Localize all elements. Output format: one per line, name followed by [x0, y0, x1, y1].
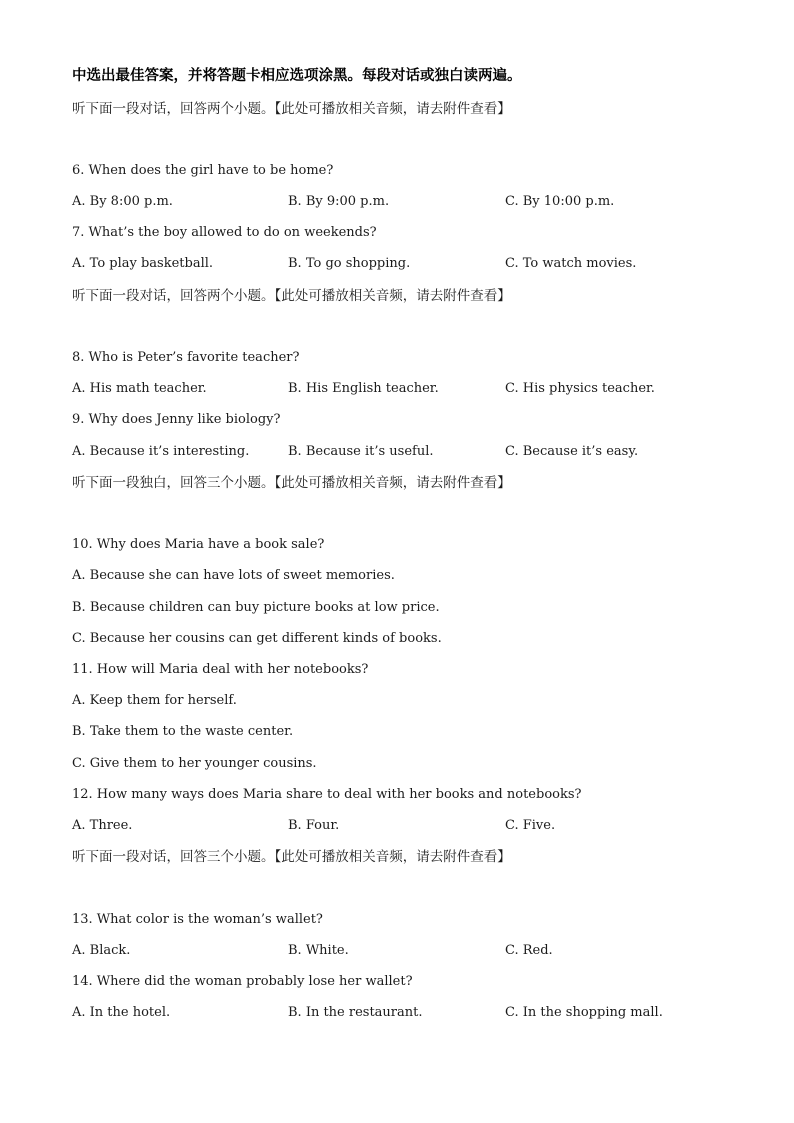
option-a: A. Because it’s interesting. [72, 444, 250, 459]
option-b: B. In the restaurant. [288, 1005, 423, 1020]
option-c: C. His physics teacher. [505, 381, 655, 396]
question-12-options [0, 818, 794, 834]
question-9-options [0, 444, 794, 460]
question-7-options [0, 256, 794, 272]
option-a: A. Three. [72, 818, 133, 833]
option-b: B. Four. [288, 818, 340, 833]
question-7: 7. What’s the boy allowed to do on weekends? [72, 225, 377, 240]
question-6-options [0, 194, 794, 210]
option-a: A. In the hotel. [72, 1005, 171, 1020]
question-14: 14. Where did the woman probably lose her wallet? [72, 974, 413, 989]
question-10: 10. Why does Maria have a book sale? [72, 537, 325, 552]
option-b: B. Because it’s useful. [288, 444, 434, 459]
option-b: B. By 9:00 p.m. [288, 194, 390, 209]
question-8: 8. Who is Peter’s favorite teacher? [72, 350, 300, 365]
option-a: A. Keep them for herself. [72, 693, 237, 708]
question-11: 11. How will Maria deal with her notebooks? [72, 662, 369, 677]
option-b: B. His English teacher. [288, 381, 439, 396]
section-label-3: 听下面一段独白，回答三个小题。【此处可播放相关音频，请去附件查看】 [72, 475, 511, 491]
question-8-options [0, 381, 794, 397]
section-label-4: 听下面一段对话，回答三个小题。【此处可播放相关音频，请去附件查看】 [72, 849, 511, 865]
section-label-2: 听下面一段对话，回答两个小题。【此处可播放相关音频，请去附件查看】 [72, 288, 511, 304]
option-a: A. Because she can have lots of sweet memories. [72, 568, 395, 583]
option-c: C. By 10:00 p.m. [505, 194, 615, 209]
option-b: B. To go shopping. [288, 256, 411, 271]
option-c: C. In the shopping mall. [505, 1005, 663, 1020]
option-c: C. To watch movies. [505, 256, 637, 271]
option-c: C. Give them to her younger cousins. [72, 756, 317, 771]
question-9: 9. Why does Jenny like biology? [72, 412, 281, 427]
option-a: A. Black. [72, 943, 131, 958]
section-label-1: 听下面一段对话，回答两个小题。【此处可播放相关音频，请去附件查看】 [72, 101, 511, 117]
option-c: C. Because her cousins can get different kinds of books. [72, 631, 442, 646]
option-c: C. Five. [505, 818, 556, 833]
option-c: C. Because it’s easy. [505, 444, 639, 459]
option-b: B. White. [288, 943, 349, 958]
question-13: 13. What color is the woman’s wallet? [72, 912, 323, 927]
option-b: B. Take them to the waste center. [72, 724, 294, 739]
header-instruction: 中选出最佳答案，并将答题卡相应选项涂黑。每段对话或独白读两遍。 [72, 68, 522, 84]
option-a: A. To play basketball. [72, 256, 214, 271]
question-6: 6. When does the girl have to be home? [72, 163, 334, 178]
option-a: A. His math teacher. [72, 381, 207, 396]
question-13-options [0, 943, 794, 959]
question-14-options [0, 1005, 794, 1021]
option-c: C. Red. [505, 943, 553, 958]
question-12: 12. How many ways does Maria share to deal with her books and notebooks? [72, 787, 582, 802]
option-b: B. Because children can buy picture books at low price. [72, 600, 440, 615]
option-a: A. By 8:00 p.m. [72, 194, 173, 209]
